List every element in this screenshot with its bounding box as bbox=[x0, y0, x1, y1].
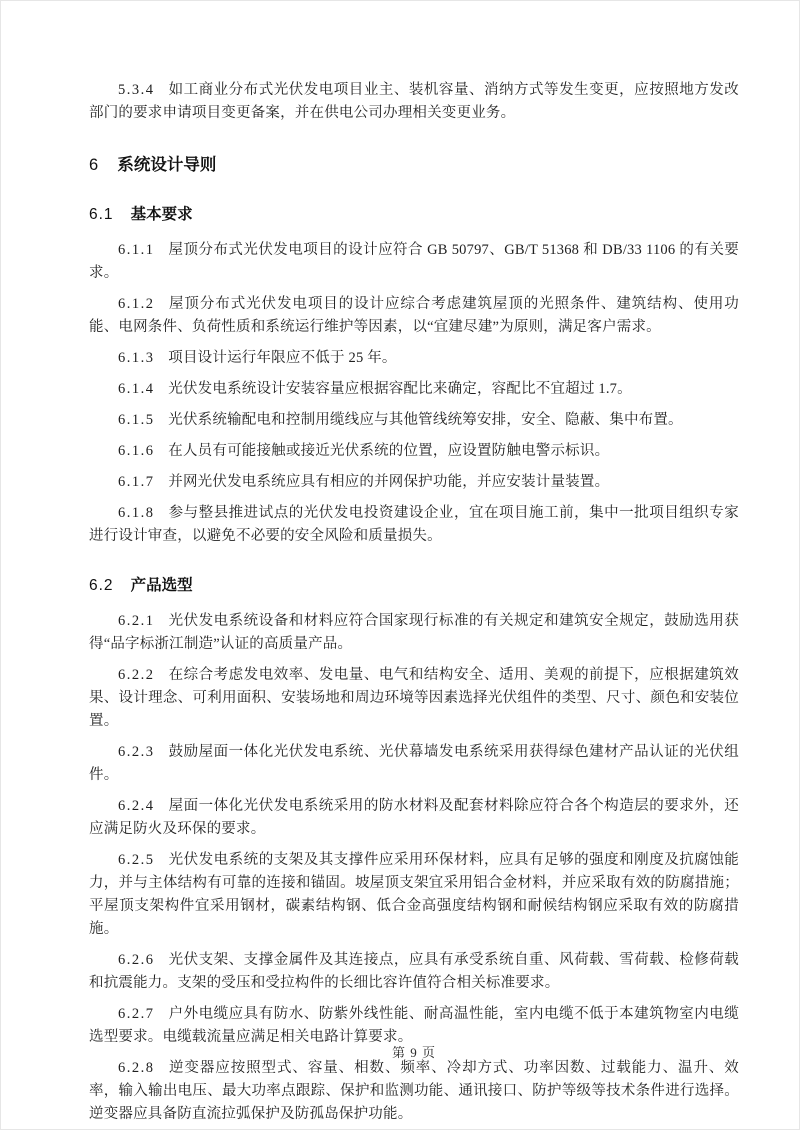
clause-number: 6.1.2 bbox=[118, 296, 155, 312]
heading-text: 系统设计导则 bbox=[117, 156, 217, 174]
clause-text: 项目设计运行年限应不低于 25 年。 bbox=[168, 350, 397, 366]
heading-number: 6 bbox=[89, 156, 100, 174]
clause-number: 6.2.8 bbox=[118, 1060, 155, 1076]
clause-paragraph-6-1-7 bbox=[89, 471, 739, 494]
clause-number: 5.3.4 bbox=[118, 82, 155, 98]
clause-paragraph-6-2-4 bbox=[89, 795, 739, 841]
clause-number: 6.1.1 bbox=[118, 242, 155, 258]
clause-number: 6.2.5 bbox=[118, 852, 155, 868]
clause-paragraph-6-2-2 bbox=[89, 664, 739, 733]
section-heading-6 bbox=[89, 153, 739, 177]
clause-number: 6.1.7 bbox=[118, 474, 155, 490]
clause-number: 6.1.3 bbox=[118, 350, 155, 366]
page-number: 第 9 页 bbox=[391, 1045, 436, 1060]
clause-paragraph-6-2-1 bbox=[89, 610, 739, 656]
clause-text: 光伏发电系统设计安装容量应根据容配比来确定，容配比不宜超过 1.7。 bbox=[168, 381, 632, 397]
clause-paragraph-6-2-5 bbox=[89, 849, 739, 941]
clause-paragraph-6-1-2 bbox=[89, 293, 739, 339]
clause-text: 屋顶分布式光伏发电项目的设计应综合考虑建筑屋顶的光照条件、建筑结构、使用功能、电网条件、负荷性质和系统运行维护等因素，以“宜建尽建”为原则，满足客户需求。 bbox=[89, 296, 739, 335]
clause-text: 并网光伏发电系统应具有相应的并网保护功能，并应安装计量装置。 bbox=[168, 474, 610, 490]
clause-number: 6.1.6 bbox=[118, 443, 155, 459]
clause-paragraph-6-1-5 bbox=[89, 409, 739, 432]
clause-number: 6.2.7 bbox=[118, 1006, 155, 1022]
clause-paragraph-6-1-8 bbox=[89, 502, 739, 548]
clause-number: 6.2.6 bbox=[118, 952, 155, 968]
clause-text: 光伏发电系统的支架及其支撑件应采用环保材料，应具有足够的强度和刚度及抗腐蚀能力，并与主体结构有可靠的连接和锚固。坡屋顶支架宜采用铝合金材料，并应采取有效的防腐措施；平屋顶支架构件宜采用钢材，碳素结构钢、低合金高强度结构钢和耐候结构钢应采取有效的防腐措施。 bbox=[89, 852, 739, 937]
clause-text: 在人员有可能接触或接近光伏系统的位置，应设置防触电警示标识。 bbox=[168, 443, 610, 459]
clause-text: 光伏系统输配电和控制用缆线应与其他管线统筹安排，安全、隐蔽、集中布置。 bbox=[168, 412, 683, 428]
clause-paragraph-6-1-4 bbox=[89, 378, 739, 401]
clause-number: 6.1.8 bbox=[118, 505, 155, 521]
clause-text: 在综合考虑发电效率、发电量、电气和结构安全、适用、美观的前提下，应根据建筑效果、设计理念、可利用面积、安装场地和周边环境等因素选择光伏组件的类型、尺寸、颜色和安装位置。 bbox=[89, 667, 739, 729]
clause-number: 6.1.4 bbox=[118, 381, 155, 397]
clause-text: 屋面一体化光伏发电系统采用的防水材料及配套材料除应符合各个构造层的要求外，还应满足防火及环保的要求。 bbox=[89, 798, 739, 837]
document-body bbox=[89, 71, 739, 1130]
clause-paragraph-6-1-6 bbox=[89, 440, 739, 463]
heading-text: 产品选型 bbox=[130, 577, 193, 594]
clause-text: 光伏发电系统设备和材料应符合国家现行标准的有关规定和建筑安全规定，鼓励选用获得“品字标浙江制造”认证的高质量产品。 bbox=[89, 613, 739, 652]
clause-text: 户外电缆应具有防水、防紫外线性能、耐高温性能，室内电缆不低于本建筑物室内电缆选型要求。电缆载流量应满足相关电路计算要求。 bbox=[89, 1006, 739, 1045]
clause-paragraph-6-2-3 bbox=[89, 741, 739, 787]
clause-text: 如工商业分布式光伏发电项目业主、装机容量、消纳方式等发生变更，应按照地方发改部门的要求申请项目变更备案，并在供电公司办理相关变更业务。 bbox=[89, 82, 739, 121]
clause-text: 参与整县推进试点的光伏发电投资建设企业，宜在项目施工前，集中一批项目组织专家进行设计审查，以避免不必要的安全风险和质量损失。 bbox=[89, 505, 739, 544]
subsection-heading-6-2 bbox=[89, 574, 739, 598]
clause-paragraph-5-3-4 bbox=[89, 79, 739, 125]
heading-text: 基本要求 bbox=[130, 206, 193, 223]
clause-number: 6.2.1 bbox=[118, 613, 155, 629]
clause-text: 光伏支架、支撑金属件及其连接点，应具有承受系统自重、风荷载、雪荷载、检修荷载和抗震能力。支架的受压和受拉构件的长细比容许值符合相关标准要求。 bbox=[89, 952, 739, 991]
clause-number: 6.2.4 bbox=[118, 798, 155, 814]
clause-paragraph-6-2-6 bbox=[89, 949, 739, 995]
clause-number: 6.1.5 bbox=[118, 412, 155, 428]
clause-text: 逆变器应按照型式、容量、相数、频率、冷却方式、功率因数、过载能力、温升、效率，输入输出电压、最大功率点跟踪、保护和监测功能、通讯接口、防护等级等技术条件进行选择。逆变器应具备防直流拉弧保护及防孤岛保护功能。 bbox=[89, 1060, 739, 1122]
subsection-heading-6-1 bbox=[89, 203, 739, 227]
clause-paragraph-6-1-1 bbox=[89, 239, 739, 285]
clause-text: 屋顶分布式光伏发电项目的设计应符合 GB 50797、GB/T 51368 和 DB/33 1106 的有关要求。 bbox=[89, 242, 739, 281]
clause-paragraph-6-2-8 bbox=[89, 1057, 739, 1126]
heading-number: 6.1 bbox=[89, 206, 114, 223]
clause-number: 6.2.2 bbox=[118, 667, 155, 683]
clause-paragraph-6-1-3 bbox=[89, 347, 739, 370]
clause-text: 鼓励屋面一体化光伏发电系统、光伏幕墙发电系统采用获得绿色建材产品认证的光伏组件。 bbox=[89, 744, 739, 783]
clause-number: 6.2.3 bbox=[118, 744, 155, 760]
heading-number: 6.2 bbox=[89, 577, 114, 594]
